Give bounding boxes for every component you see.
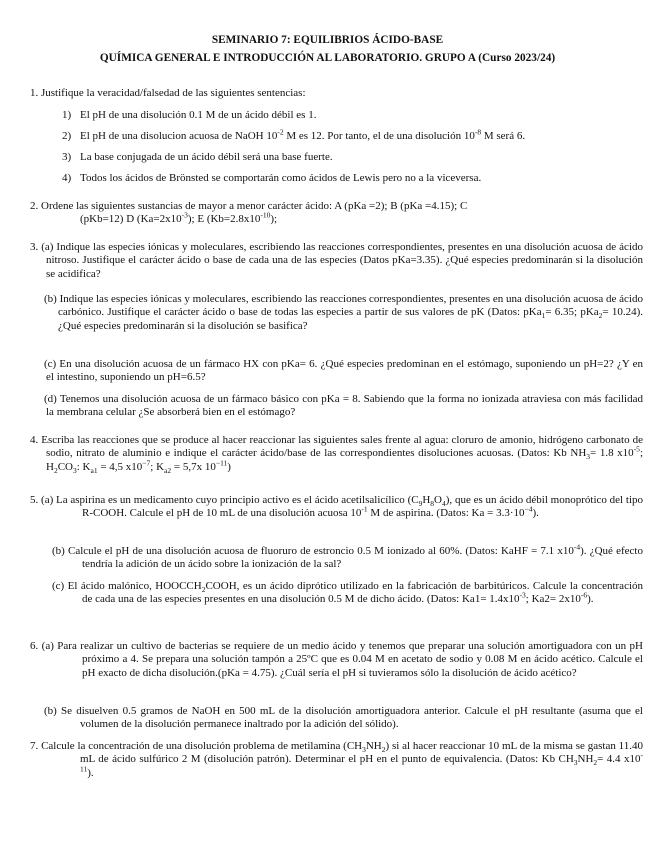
q5-a: 5. (a) La aspirina es un medicamento cuyo principio activo es el ácido acetilsalicílico $(C_9H_8O_4)$, que es un ácido débil monoprótico del tipo R-COOH. Calcule el pH de 10 mL de una disolución acuosa $10^{-1}$ M de aspirina. (Datos: $Ka = 3.3\cdot 10^{-4}$). (30, 494, 643, 520)
q5-b: (b) Calcule el pH de una disolución acuosa de fluoruro de estroncio 0.5 M ionizado al 60%. (Datos: KaHF = 7.1 $x10^{-4}$). ¿Qué efecto tendría la adición de un ácido sobre la ionización de la sal? (52, 542, 643, 571)
q1-item-3: 3) La base conjugada de un ácido débil será una base fuerte. (62, 151, 333, 163)
q1-item-number: 1) (62, 109, 72, 121)
q1-item-2: 2) El pH de una disolucion acuosa de NaOH $10^{-2}$ M es 12. Por tanto, el de una disolución $10^{-8}$ M será 6. (62, 127, 526, 142)
q1-item-number: 4) (62, 172, 72, 184)
q1-item-1: 1) El pH de una disolución 0.1 M de un ácido débil es 1. (62, 109, 317, 121)
q7: 7. Calcule la concentración de una disolución problema de metilamina $(CH_3NH_2)$ si al hacer reaccionar 10 mL de la misma se gastan 11.40 mL de ácido sulfúrico 2 M (disolución patrón). Determinar el pH en el punto de equivalencia. (Datos: Kb $CH_3NH_2= 4.4$ $x10^{-11}$). (30, 740, 643, 779)
q1-item-number: 3) (62, 151, 72, 163)
q4: 4. Escriba las reacciones que se produce al hacer reaccionar las siguientes sales frente al agua: cloruro de amonio, hidrógeno carbonato de sodio, nitrato de aluminio e indique el carácter ácido/base de las correspondientes disoluciones acuosas. (Datos: Kb $NH_3= 1.8$ $x10^{-5}$; $H_2CO_3$: $K_{a1} = 4,5$ $x10^{-7}$; $K_{a2} = 5,7x$ $10^{-11}$) (30, 434, 643, 475)
q2-line-1: 2. Ordene las siguientes sustancias de mayor a menor carácter ácido: A (pKa =2); B (pKa =4.15); C (30, 200, 468, 212)
q6-b: (b) Se disuelven 0.5 gramos de NaOH en 500 mL de la disolución amortiguadora anterior. Calcule el pH resultante (asuma que el volumen de la disolución permanece inaltrado por la adición del sólido). (44, 705, 643, 731)
q2-line-2: (pKb=12) D $(Ka=2x10^{-3})$; E $(Kb=2.8x10^{-10})$; (80, 210, 278, 225)
q1-item-4: 4) Todos los ácidos de Brönsted se comportarán como ácidos de Lewis pero no a la viceversa. (62, 172, 482, 184)
q3-d: (d) Tenemos una disolución acuosa de un fármaco básico con pKa = 8. Sabiendo que la forma no ionizada atraviesa con más facilidad la membrana celular ¿Se absorberá bien en el estómago? (44, 393, 643, 419)
q3-c: (c) En una disolución acuosa de un fármaco HX con pKa= 6. ¿Qué especies predominan en el estómago, suponiendo un pH=2? ¿Y en el intestino, suponiendo un pH=6.5? (44, 358, 643, 384)
q1-item-number: 2) (62, 130, 72, 142)
q6-a: 6. (a) Para realizar un cultivo de bacterias se requiere de un medio ácido y tenemos que preparar una solución amortiguadora con un pH próximo a 4. Se prepara una solución tampón a 25ºC que es 0.04 M en acetato de sodio y 0.08 M en ácido acético. Calcule el pH exacto de dicha disolución.(pKa = 4.75). ¿Cuál sería el pH si tuvieramos sólo la disolución de ácido acético? (30, 640, 643, 679)
q5-c: (c) El ácido malónico, $HOOCCH_2COOH$, es un ácido diprótico utilizado en la fabricación de barbitúricos. Calcule la concentración de cada una de las especies presentes en una disolución 0.5 M de dicho ácido. (Datos: $Ka1= 1.4x10^{-3}$; $Ka2= 2x10^{-6}$). (52, 580, 644, 606)
title-line-2: QUÍMICA GENERAL E INTRODUCCIÓN AL LABORATORIO. GRUPO A (Curso 2023/24) (99, 52, 556, 64)
q3-b: (b) Indique las especies iónicas y moleculares, escribiendo las reacciones correspondientes, presentes en una disolución acuosa de ácido carbónico. Justifique el carácter ácido o base de todas las especies a partir de sus valores de pK (Datos: pKa$_1$= 6.35; pKa$_2$= 10.24). ¿Qué especies predominarán si la disolución se basifica? (44, 293, 643, 332)
q1-intro: 1. Justifique la veracidad/falsedad de las siguientes sentencias: (30, 87, 306, 99)
title-line-1: SEMINARIO 7: EQUILIBRIOS ÁCIDO-BASE (211, 34, 444, 46)
q3-a: 3. (a) Indique las especies iónicas y moleculares, escribiendo las reacciones correspondientes, presentes en una disolución acuosa de ácido nitroso. Justifique el carácter ácido o base de cada una de las especies (Datos pKa=3.35). ¿Qué especies predominarán si la disolución se acidifica? (30, 241, 643, 280)
